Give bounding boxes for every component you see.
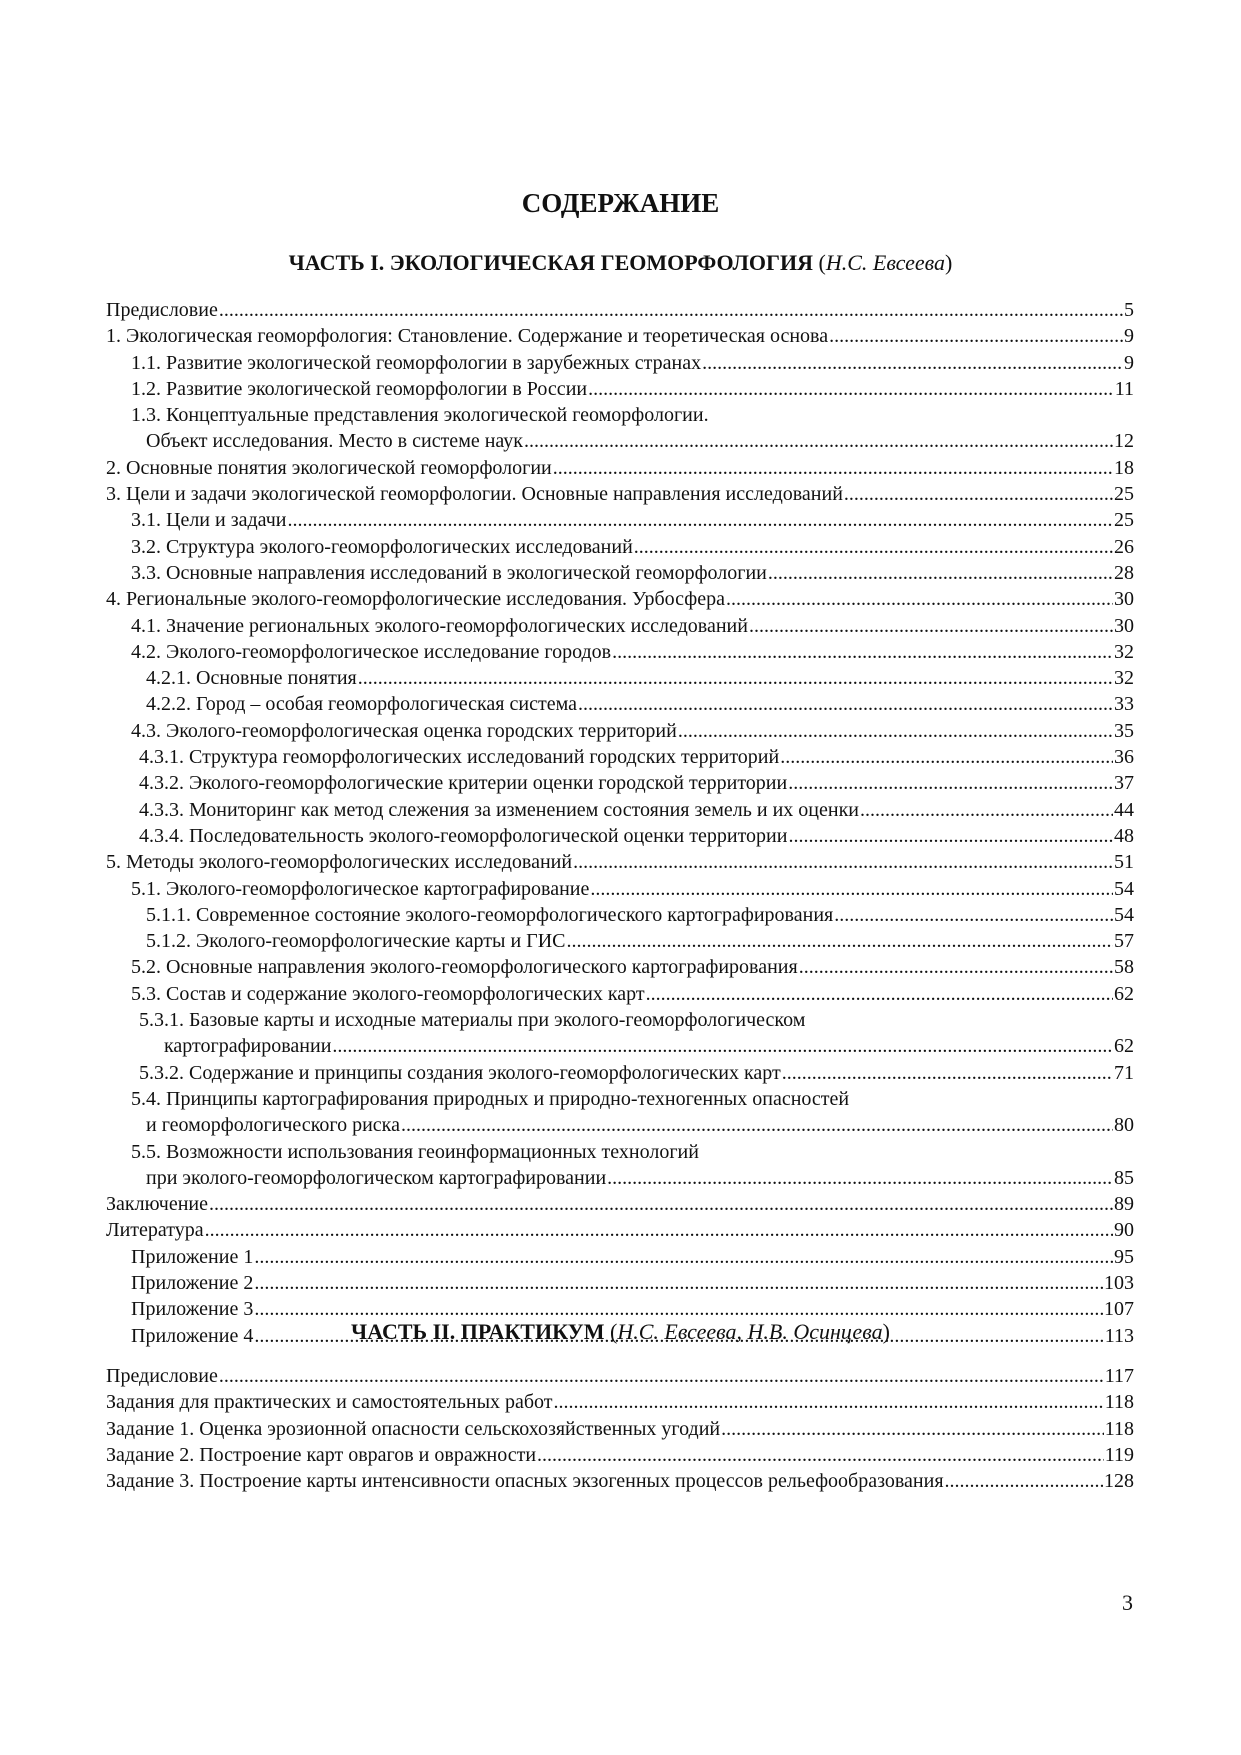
part1-heading: ЧАСТЬ I. ЭКОЛОГИЧЕСКАЯ ГЕОМОРФОЛОГИЯ (Н.С. Евсеева) — [288, 250, 953, 275]
toc-entry-title: 3.3. Основные направления исследований в экологической геоморфологии — [131, 561, 767, 584]
toc-entry-page: 58 — [1114, 956, 1134, 979]
toc-entry — [106, 876, 1134, 902]
toc-entry-page: 32 — [1114, 640, 1134, 663]
part2-toc — [106, 1363, 1134, 1494]
toc-dot-leader — [945, 1468, 1103, 1494]
toc-entry — [106, 1217, 1134, 1243]
part1-heading-title: ЧАСТЬ I. ЭКОЛОГИЧЕСКАЯ ГЕОМОРФОЛОГИЯ — [288, 250, 814, 275]
part1-heading-authors: Н.С. Евсеева — [825, 250, 946, 275]
toc-entry — [106, 823, 1134, 849]
toc-dot-leader — [578, 691, 1113, 717]
toc-entry-title: Задания для практических и самостоятельных работ — [106, 1391, 553, 1414]
toc-entry — [106, 1007, 1134, 1033]
toc-dot-leader — [401, 1112, 1113, 1138]
toc-entry — [106, 639, 1134, 665]
toc-entry-page: 90 — [1114, 1219, 1134, 1242]
toc-dot-leader — [860, 797, 1113, 823]
toc-entry — [106, 428, 1134, 454]
toc-dot-leader — [749, 613, 1113, 639]
toc-dot-leader — [834, 902, 1113, 928]
toc-entry-page: 48 — [1114, 824, 1134, 847]
toc-dot-leader — [554, 1389, 1104, 1415]
toc-entry — [106, 323, 1134, 349]
toc-entry-page: 95 — [1114, 1245, 1134, 1268]
toc-entry — [106, 350, 1134, 376]
toc-dot-leader — [788, 823, 1113, 849]
toc-entry-page: 5 — [1124, 299, 1134, 321]
toc-entry — [106, 981, 1134, 1007]
toc-entry — [106, 455, 1134, 481]
toc-entry-title: 4.3. Эколого-геоморфологическая оценка городских территорий — [131, 719, 677, 742]
toc-dot-leader — [844, 481, 1113, 507]
toc-entry-page: 12 — [1114, 430, 1134, 453]
toc-entry-page: 128 — [1104, 1470, 1134, 1493]
toc-entry-title: 4.3.3. Мониторинг как метод слежения за изменением состояния земель и их оценки — [139, 798, 859, 821]
toc-entry-page: 117 — [1104, 1365, 1134, 1387]
toc-entry — [106, 534, 1134, 560]
toc-entry-title: Объект исследования. Место в системе наук — [146, 430, 524, 453]
toc-dot-leader — [788, 770, 1113, 796]
toc-entry — [106, 586, 1134, 612]
toc-entry-page: 37 — [1114, 772, 1134, 795]
toc-entry-page: 26 — [1114, 535, 1134, 558]
toc-entry-page: 57 — [1114, 930, 1134, 953]
toc-entry-page: 11 — [1114, 377, 1134, 400]
toc-entry-title: 4.2.1. Основные понятия — [146, 667, 357, 690]
toc-dot-leader — [721, 1416, 1104, 1442]
toc-entry-title: 5. Методы эколого-геоморфологических исследований — [106, 851, 573, 874]
toc-dot-leader — [634, 534, 1113, 560]
toc-entry-title: 5.3.1. Базовые карты и исходные материалы при эколого-геоморфологическом — [139, 1009, 806, 1032]
toc-entry-page: 51 — [1114, 851, 1134, 874]
toc-entry — [106, 928, 1134, 954]
toc-entry-title: 4.1. Значение региональных эколого-геоморфологических исследований — [131, 614, 748, 637]
toc-entry — [106, 297, 1134, 323]
toc-dot-leader — [219, 297, 1123, 323]
toc-entry — [106, 402, 1134, 428]
toc-dot-leader — [524, 428, 1113, 454]
toc-dot-leader — [537, 1442, 1104, 1468]
toc-entry-page: 33 — [1114, 693, 1134, 716]
toc-entry-title: Заключение — [106, 1193, 208, 1216]
toc-entry-title: 5.1. Эколого-геоморфологическое картографирование — [131, 877, 590, 900]
part2-heading-authors: Н.С. Евсеева, Н.В. Осинцева — [617, 1319, 883, 1344]
toc-entry-page: 35 — [1114, 719, 1134, 742]
toc-dot-leader — [780, 744, 1113, 770]
toc-entry-title: 1.3. Концептуальные представления экологической геоморфологии. — [131, 404, 709, 427]
toc-entry-title: при эколого-геоморфологическом картографировании — [146, 1166, 607, 1189]
toc-entry — [106, 481, 1134, 507]
toc-entry-title: 1. Экологическая геоморфология: Становление. Содержание и теоретическая основа — [106, 325, 829, 348]
toc-dot-leader — [607, 1165, 1113, 1191]
toc-entry-page: 30 — [1114, 614, 1134, 637]
toc-dot-leader — [358, 665, 1113, 691]
toc-entry — [106, 1033, 1134, 1059]
toc-entry — [106, 797, 1134, 823]
toc-entry-page: 62 — [1114, 982, 1134, 1005]
toc-entry — [106, 1112, 1134, 1138]
toc-entry-title: 5.5. Возможности использования геоинформационных технологий — [131, 1140, 699, 1163]
toc-entry-title: 4.3.4. Последовательность эколого-геоморфологической оценки территории — [139, 824, 788, 847]
toc-entry — [106, 560, 1134, 586]
toc-entry — [106, 1060, 1134, 1086]
toc-entry — [106, 849, 1134, 875]
toc-entry-title: 2. Основные понятия экологической геоморфологии — [106, 456, 552, 479]
toc-dot-leader — [678, 718, 1113, 744]
toc-entry-title: Предисловие — [106, 299, 218, 321]
toc-entry — [106, 691, 1134, 717]
toc-entry-page: 113 — [1104, 1324, 1134, 1347]
toc-entry — [106, 1389, 1134, 1415]
toc-entry-page: 25 — [1114, 509, 1134, 532]
toc-dot-leader — [702, 350, 1123, 376]
page-title: СОДЕРЖАНИЕ — [521, 188, 720, 218]
toc-entry-page: 28 — [1114, 561, 1134, 584]
toc-dot-leader — [288, 507, 1114, 533]
toc-dot-leader — [612, 639, 1113, 665]
toc-entry-title: 1.1. Развитие экологической геоморфологии в зарубежных странах — [131, 351, 702, 374]
toc-dot-leader — [332, 1033, 1113, 1059]
toc-dot-leader — [567, 928, 1113, 954]
toc-entry — [106, 1165, 1134, 1191]
toc-entry-page: 71 — [1114, 1061, 1134, 1084]
toc-entry-title: Задание 3. Построение карты интенсивности опасных экзогенных процессов рельефообразования — [106, 1470, 944, 1493]
toc-entry-page: 54 — [1114, 903, 1134, 926]
toc-entry-title: 5.3. Состав и содержание эколого-геоморфологических карт — [131, 982, 645, 1005]
toc-entry — [106, 1086, 1134, 1112]
toc-entry-title: 5.1.2. Эколого-геоморфологические карты и ГИС — [146, 930, 566, 953]
toc-entry-title: Задание 1. Оценка эрозионной опасности сельскохозяйственных угодий — [106, 1417, 721, 1440]
toc-entry-page: 9 — [1124, 351, 1134, 374]
toc-entry-title: Задание 2. Построение карт оврагов и овражности — [106, 1443, 537, 1466]
toc-entry — [106, 744, 1134, 770]
toc-dot-leader — [646, 981, 1113, 1007]
toc-dot-leader — [768, 560, 1113, 586]
toc-entry-title: Приложение 1 — [131, 1245, 254, 1268]
toc-entry-page: 32 — [1114, 667, 1134, 690]
toc-entry-page: 54 — [1114, 877, 1134, 900]
toc-entry-page: 118 — [1104, 1417, 1134, 1440]
toc-entry — [106, 902, 1134, 928]
toc-entry-title: Предисловие — [106, 1365, 218, 1387]
page-number: 3 — [1122, 1590, 1133, 1615]
part2-heading: ЧАСТЬ II. ПРАКТИКУМ (Н.С. Евсеева, Н.В. Осинцева) — [351, 1319, 890, 1344]
toc-entry-title: 5.2. Основные направления эколого-геоморфологического картографирования — [131, 956, 798, 979]
toc-dot-leader — [829, 323, 1123, 349]
toc-entry — [106, 718, 1134, 744]
toc-entry — [106, 613, 1134, 639]
toc-entry-title: Приложение 2 — [131, 1271, 254, 1294]
toc-entry-page: 85 — [1114, 1166, 1134, 1189]
toc-entry-title: 1.2. Развитие экологической геоморфологии в России — [131, 377, 588, 400]
toc-entry-title: и геоморфологического риска — [146, 1114, 400, 1137]
toc-entry-page: 119 — [1104, 1443, 1134, 1466]
toc-entry — [106, 954, 1134, 980]
toc-entry-page: 30 — [1114, 588, 1134, 611]
toc-entry-title: Приложение 4 — [131, 1324, 254, 1347]
toc-entry-title: 5.4. Принципы картографирования природных и природно-техногенных опасностей — [131, 1087, 850, 1110]
toc-entry-page: 9 — [1124, 325, 1134, 348]
toc-entry-title: 5.1.1. Современное состояние эколого-геоморфологического картографирования — [146, 903, 834, 926]
toc-dot-leader — [573, 849, 1113, 875]
toc-entry — [106, 1191, 1134, 1217]
toc-entry — [106, 770, 1134, 796]
toc-entry-title: 4. Региональные эколого-геоморфологические исследования. Урбосфера — [106, 588, 725, 611]
toc-entry-title: 3.1. Цели и задачи — [131, 509, 287, 532]
toc-entry-page: 36 — [1114, 746, 1134, 769]
toc-dot-leader — [782, 1060, 1113, 1086]
toc-dot-leader — [799, 954, 1113, 980]
toc-entry-title: 4.3.2. Эколого-геоморфологические критерии оценки городской территории — [139, 772, 788, 795]
toc-entry-title: 5.3.2. Содержание и принципы создания эколого-геоморфологических карт — [139, 1061, 781, 1084]
toc-dot-leader — [588, 376, 1114, 402]
toc-entry-page: 44 — [1114, 798, 1134, 821]
toc-entry-page: 80 — [1114, 1114, 1134, 1137]
toc-entry — [106, 1416, 1134, 1442]
toc-entry — [106, 1363, 1134, 1389]
toc-entry-page: 62 — [1114, 1035, 1134, 1058]
toc-dot-leader — [219, 1363, 1104, 1389]
part1-toc — [106, 297, 1134, 1349]
toc-dot-leader — [209, 1191, 1113, 1217]
toc-dot-leader — [254, 1244, 1113, 1270]
toc-entry — [106, 1270, 1134, 1296]
toc-entry — [106, 1139, 1134, 1165]
toc-entry-title: картографировании — [164, 1035, 332, 1058]
toc-entry — [106, 1244, 1134, 1270]
toc-entry-title: Приложение 3 — [131, 1298, 254, 1321]
toc-entry — [106, 1442, 1134, 1468]
part2-heading-title: ЧАСТЬ II. ПРАКТИКУМ — [351, 1319, 605, 1344]
toc-entry-page: 107 — [1104, 1298, 1134, 1321]
toc-dot-leader — [205, 1217, 1113, 1243]
toc-entry-title: 3. Цели и задачи экологической геоморфологии. Основные направления исследований — [106, 483, 843, 506]
toc-dot-leader — [726, 586, 1113, 612]
toc-entry — [106, 665, 1134, 691]
toc-entry-title: Литература — [106, 1219, 204, 1242]
toc-entry-title: 4.3.1. Структура геоморфологических исследований городских территорий — [139, 746, 780, 769]
toc-entry — [106, 1468, 1134, 1494]
toc-entry-page: 25 — [1114, 483, 1134, 506]
toc-dot-leader — [254, 1270, 1103, 1296]
toc-entry — [106, 507, 1134, 533]
toc-entry — [106, 376, 1134, 402]
toc-entry-title: 3.2. Структура эколого-геоморфологических исследований — [131, 535, 633, 558]
toc-entry-page: 18 — [1114, 456, 1134, 479]
toc-entry-title: 4.2. Эколого-геоморфологическое исследование городов — [131, 640, 612, 663]
toc-entry-page: 103 — [1104, 1271, 1134, 1294]
toc-entry-page: 118 — [1104, 1391, 1134, 1414]
toc-entry-page: 89 — [1114, 1193, 1134, 1216]
toc-entry-title: 4.2.2. Город – особая геоморфологическая система — [146, 693, 577, 716]
toc-dot-leader — [553, 455, 1113, 481]
toc-dot-leader — [590, 876, 1113, 902]
